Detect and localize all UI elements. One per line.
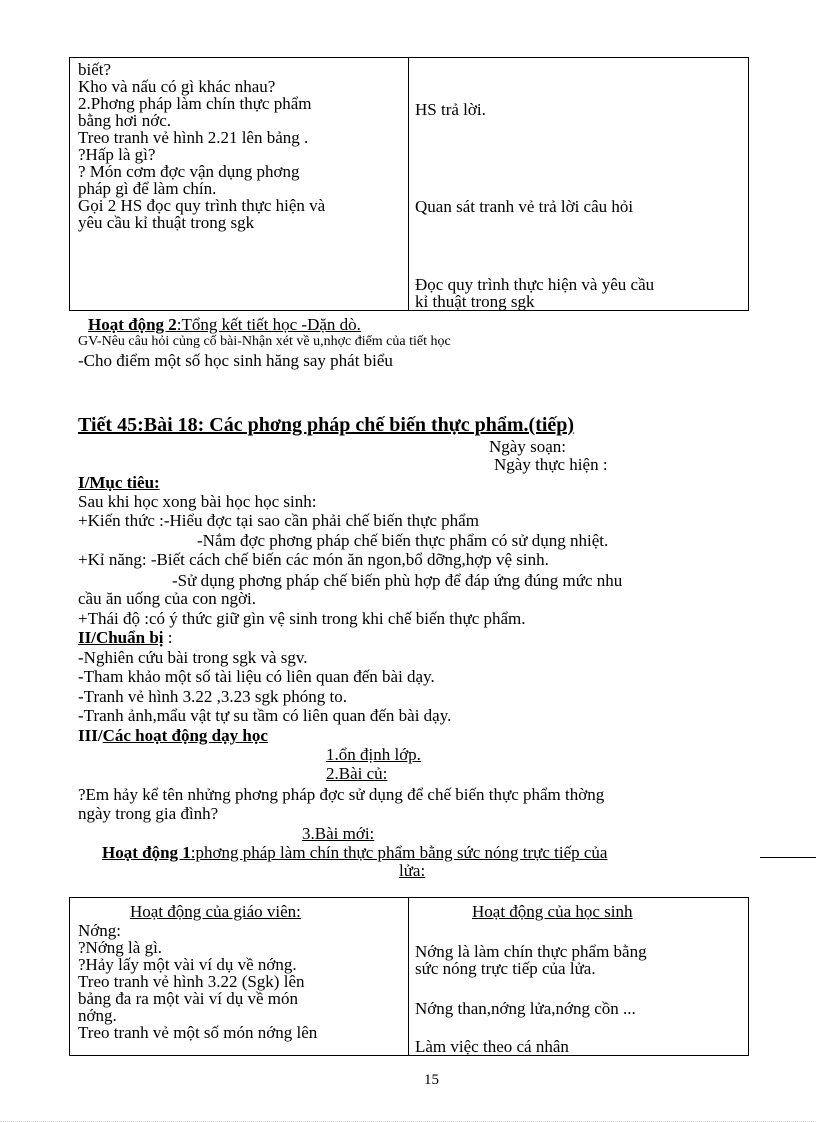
objective-attitude: +Thái độ :có ý thức giữ gìn vệ sinh trong khi chế biến thực phẩm. [78,609,526,628]
objective-knowledge: -Nắm đợc phơng pháp chế biến thực phẩm có sử dụng nhiệt. [197,531,609,550]
activity-2-note: -Cho điểm một số học sinh hăng say phát biểu [78,351,393,370]
activity-2-heading [88,316,361,333]
answer-text: Làm việc theo cá nhân [415,1037,569,1056]
cell-line: Gọi 2 HS đọc quy trình thực hiện và [78,196,326,215]
review-question: ngày trong gia đình? [78,804,219,823]
answer-text: Nớng than,nớng lửa,nớng cồn ... [415,999,636,1018]
answer-text: Quan sát tranh vẻ trả lời câu hỏi [415,197,634,216]
cell-line: nớng. [78,1006,117,1025]
table-top-divider [408,57,409,311]
step-3: 3.Bài mới: [302,824,375,843]
cell-line: Nớng: [78,921,121,940]
cell-line: pháp gì để làm chín. [78,179,217,198]
activity-1-rule [760,857,816,858]
cell-line: bảng đa ra một vài ví dụ về món [78,989,299,1008]
activities-prefix: III/ [78,726,103,745]
answer-text: Đọc quy trình thực hiện và yêu cầu [415,275,655,294]
activities-heading: Các hoạt động dạy học [102,726,268,745]
review-question: ?Em hảy kể tên nhửng phơng pháp đợc sử dụng để chế biến thực phẩm thờng [78,785,605,804]
preparation-item: -Tham khảo một số tài liệu có liên quan đến bài dạy. [78,667,435,686]
page-edge [0,1121,816,1122]
step-2: 2.Bài củ: [326,764,388,783]
objective-skill: -Sử dụng phơng pháp chế biến phù hợp để đáp ứng đúng mức nhu [172,571,623,590]
preparation-item: -Tranh vẻ hình 3.22 ,3.23 sgk phóng to. [78,687,348,706]
activity-2-text: :Tổng kết tiết học -Dặn dò. [176,315,361,334]
date-taught: Ngày thực hiện : [494,455,608,474]
answer-text: HS trả lời. [415,100,486,119]
cell-line: 2.Phơng pháp làm chín thực phẩm [78,94,312,113]
table-bottom-left-cell [78,922,403,1041]
cell-line: ?Nớng là gì. [78,938,163,957]
cell-line: biết? [78,60,112,79]
table-bottom-divider [408,897,409,1056]
answer-text: Nớng là làm chín thực phẩm bằng [415,942,647,961]
activities-heading-line [78,727,268,744]
cell-line: bằng hơi nớc. [78,111,172,130]
preparation-colon: : [163,628,173,647]
objectives-intro: Sau khi học xong bài học học sinh: [78,492,317,511]
activity-2-label: Hoạt động 2 [88,315,177,334]
cell-line: Treo tranh vẻ hình 3.22 (Sgk) lên [78,972,305,991]
page-number: 15 [424,1072,439,1088]
table-header-student: Hoạt động của học sinh [472,902,633,921]
step-1: 1.ổn định lớp. [326,745,421,764]
activity-1-label: Hoạt động 1 [102,843,191,862]
cell-line: yêu cầu kỉ thuật trong sgk [78,213,255,232]
lesson-title: Tiết 45:Bài 18: Các phơng pháp chế biến thực phẩm.(tiếp) [78,414,575,436]
cell-line: ?Hấp là gì? [78,145,156,164]
preparation-item: -Tranh ảnh,mẩu vật tự su tầm có liên quan đến bài dạy. [78,706,452,725]
objective-skill: cầu ăn uống của con ngời. [78,589,256,608]
cell-line: Treo tranh vẻ hình 2.21 lên bảng . [78,128,309,147]
cell-line: ?Hảy lấy một vài ví dụ về nớng. [78,955,297,974]
cell-line: Treo tranh vẻ một số món nớng lên [78,1023,318,1042]
table-header-teacher: Hoạt động của giáo viên: [130,902,301,921]
activity-1-continued: lửa: [399,861,426,880]
date-prepared: Ngày soạn: [489,437,566,456]
answer-text: sức nóng trực tiếp của lửa. [415,959,596,978]
preparation-heading-line [78,629,173,646]
objectives-heading: I/Mục tiêu: [78,473,160,492]
preparation-heading: II/Chuẩn bị [78,628,164,647]
answer-text: kỉ thuật trong sgk [415,292,535,311]
preparation-item: -Nghiên cứu bài trong sgk và sgv. [78,648,308,667]
cell-line: Kho và nấu có gì khác nhau? [78,77,276,96]
activity-1-text: :phơng pháp làm chín thực phẩm bằng sức nóng trực tiếp của [190,843,608,862]
cell-line: ? Món cơm đợc vận dụng phơng [78,162,300,181]
objective-skill: +Kỉ năng: -Biết cách chế biến các món ăn ngon,bổ dỡng,hợp vệ sinh. [78,550,549,569]
table-top-left-cell [78,61,403,231]
activity-1-heading [102,844,607,861]
activity-2-note: GV-Nêu câu hỏi củng cố bài-Nhận xét về u,nhợc điểm của tiết học [78,334,451,349]
objective-knowledge: +Kiến thức :-Hiểu đợc tại sao cần phải chế biến thực phẩm [78,511,479,530]
